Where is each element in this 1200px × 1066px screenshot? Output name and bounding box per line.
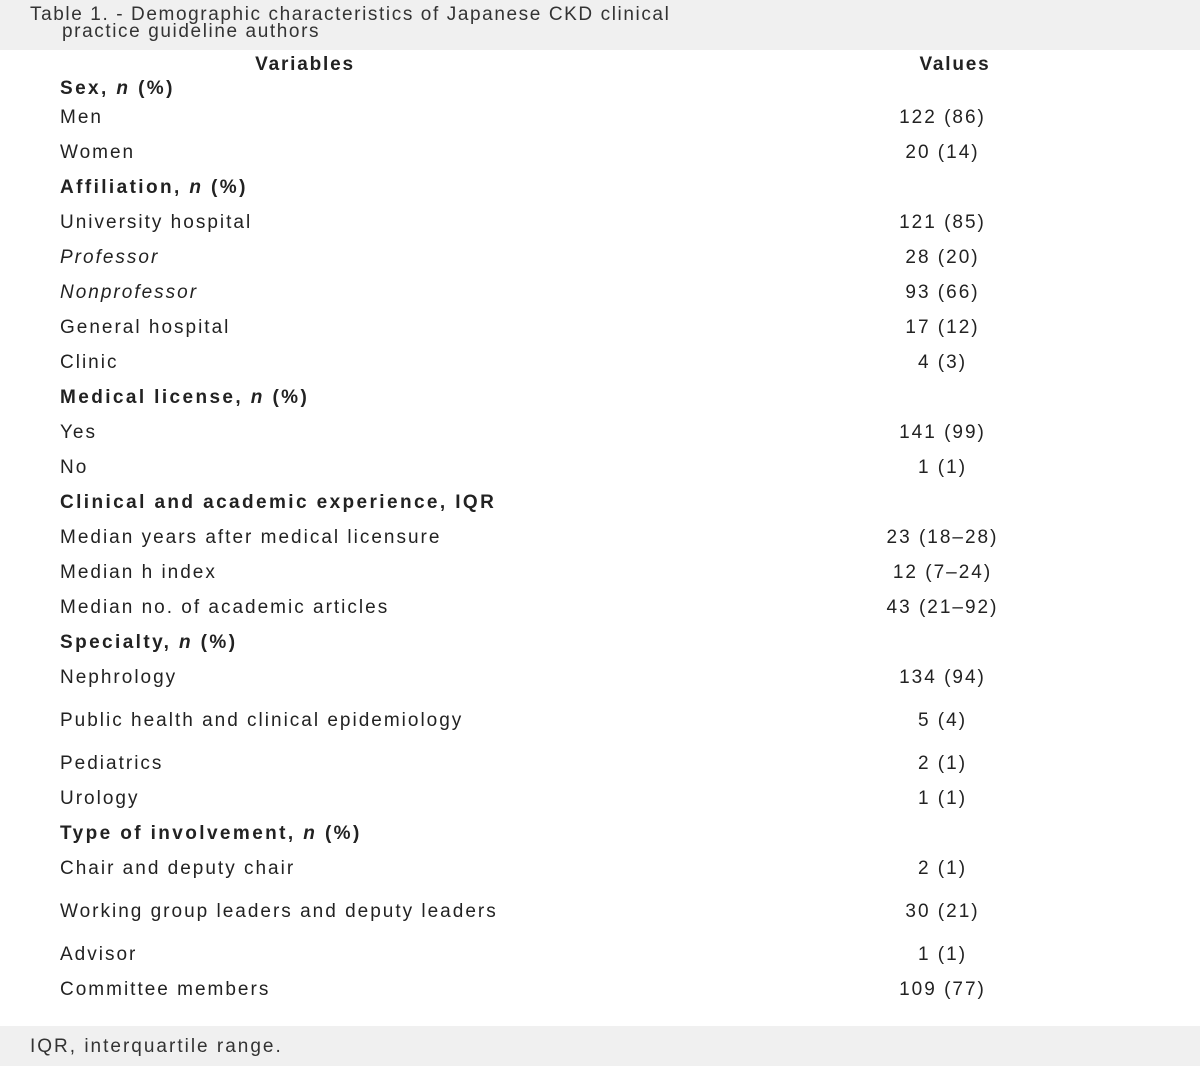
row-label: Median years after medical licensure <box>60 526 442 548</box>
row-label: Chair and deputy chair <box>60 857 296 879</box>
row-label: Yes <box>60 421 97 443</box>
row-value: 4 (3) <box>917 351 968 373</box>
row-label: Advisor <box>60 943 138 965</box>
section-label-n: n <box>116 78 131 99</box>
section-label-suffix: (%) <box>203 176 248 198</box>
section-label <box>0 625 780 660</box>
section-value <box>780 816 1200 851</box>
section-label-n: n <box>178 631 193 653</box>
table-body <box>0 78 1200 1007</box>
section-label <box>0 170 780 205</box>
row-value: 2 (1) <box>917 752 968 774</box>
section-label-suffix: (%) <box>193 631 238 653</box>
section-row <box>0 78 1200 100</box>
row-value: 122 (86) <box>899 106 986 128</box>
section-label-text: Sex, <box>60 78 117 99</box>
table-row <box>0 937 1200 972</box>
row-label: No <box>60 456 89 478</box>
row-value: 17 (12) <box>905 316 980 338</box>
row-label: General hospital <box>60 316 231 338</box>
table-row <box>0 851 1200 886</box>
section-value <box>780 170 1200 205</box>
row-value: 1 (1) <box>917 943 968 965</box>
row-label: Professor <box>60 246 160 268</box>
section-label-n: n <box>303 822 318 844</box>
row-label: Women <box>60 141 136 163</box>
table-row <box>0 972 1200 1007</box>
section-label <box>0 78 780 100</box>
section-label-text: Medical license, <box>60 386 251 408</box>
section-label <box>0 816 780 851</box>
table-row <box>0 275 1200 310</box>
section-label-text: Clinical and academic experience, IQR <box>60 491 497 513</box>
row-label: Working group leaders and deputy leaders <box>60 900 498 922</box>
row-value: 28 (20) <box>905 246 980 268</box>
row-label: Committee members <box>60 978 271 1000</box>
row-value: 1 (1) <box>917 787 968 809</box>
section-label <box>0 485 780 520</box>
table-row <box>0 781 1200 816</box>
section-value <box>780 380 1200 415</box>
demographics-table <box>0 52 1200 1007</box>
row-value: 2 (1) <box>917 857 968 879</box>
row-label: Urology <box>60 787 140 809</box>
section-row <box>0 485 1200 520</box>
caption-line-1: Table 1. - Demographic characteristics of Japanese CKD clinical <box>30 4 671 25</box>
row-value: 43 (21–92) <box>886 596 999 618</box>
table-row <box>0 555 1200 590</box>
table-caption <box>0 0 1200 50</box>
section-label-text: Affiliation, <box>60 176 190 198</box>
table-footnote: IQR, interquartile range. <box>0 1026 1200 1066</box>
row-value: 93 (66) <box>905 281 980 303</box>
section-label-text: Type of involvement, <box>60 822 304 844</box>
section-label-suffix: (%) <box>130 78 175 99</box>
row-label: Pediatrics <box>60 752 164 774</box>
section-label-n: n <box>189 176 204 198</box>
row-value: 20 (14) <box>905 141 980 163</box>
row-value: 5 (4) <box>917 709 968 731</box>
section-label-n: n <box>250 386 265 408</box>
section-label-suffix: (%) <box>317 822 362 844</box>
row-label: Clinic <box>60 351 119 373</box>
row-value: 30 (21) <box>905 900 980 922</box>
row-label: Median no. of academic articles <box>60 596 390 618</box>
row-value: 23 (18–28) <box>886 526 999 548</box>
table-row <box>0 450 1200 485</box>
row-value: 12 (7–24) <box>892 561 993 583</box>
table-row <box>0 240 1200 275</box>
section-label <box>0 380 780 415</box>
section-row <box>0 380 1200 415</box>
table-row <box>0 695 1200 746</box>
table-row <box>0 746 1200 781</box>
table-row <box>0 886 1200 937</box>
table-row <box>0 205 1200 240</box>
header-variables: Variables <box>255 54 355 75</box>
table-row <box>0 345 1200 380</box>
section-value <box>780 78 1200 100</box>
section-value <box>780 485 1200 520</box>
header-values: Values <box>919 54 991 75</box>
table-row <box>0 520 1200 555</box>
section-value <box>780 625 1200 660</box>
header-row <box>0 52 1200 78</box>
row-label: Nephrology <box>60 666 178 688</box>
row-label: Median h index <box>60 561 217 583</box>
row-value: 141 (99) <box>899 421 986 443</box>
row-value: 121 (85) <box>899 211 986 233</box>
row-value: 1 (1) <box>917 456 968 478</box>
row-value: 134 (94) <box>899 666 986 688</box>
caption-line-2: practice guideline authors <box>62 21 321 42</box>
row-label: Men <box>60 106 103 128</box>
section-row <box>0 625 1200 660</box>
section-label-text: Specialty, <box>60 631 179 653</box>
table-row <box>0 135 1200 170</box>
table-row <box>0 590 1200 625</box>
row-label: University hospital <box>60 211 253 233</box>
row-label: Public health and clinical epidemiology <box>60 709 464 731</box>
table-row <box>0 100 1200 135</box>
section-row <box>0 170 1200 205</box>
section-row <box>0 816 1200 851</box>
row-label: Nonprofessor <box>60 281 199 303</box>
table-row <box>0 415 1200 450</box>
table-row <box>0 310 1200 345</box>
table-row <box>0 660 1200 695</box>
table-header <box>0 52 1200 78</box>
row-value: 109 (77) <box>899 978 986 1000</box>
section-label-suffix: (%) <box>264 386 310 408</box>
